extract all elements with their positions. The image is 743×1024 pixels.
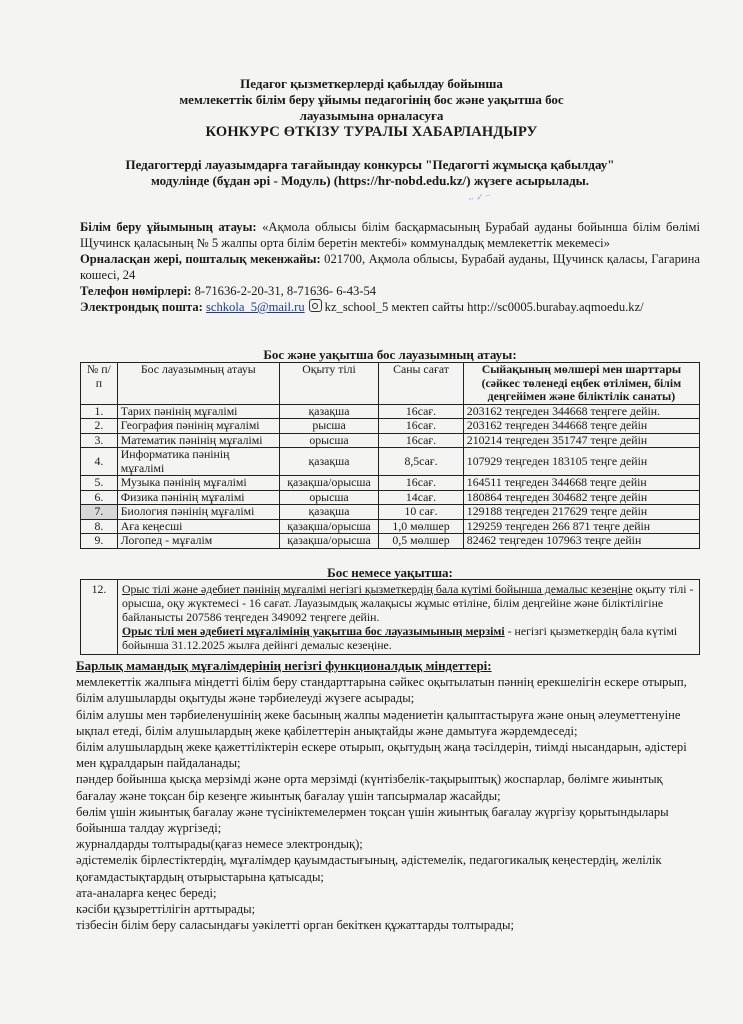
table-row (81, 404, 700, 419)
school-site: мектеп сайты http://sc0005.burabay.aqmoedu.kz/ (391, 300, 644, 314)
address-value: 021700, Ақмола облысы, Бурабай ауданы, Щучинск қаласы, Гагарина кошесі, 24 (80, 252, 700, 282)
vacancies-table (80, 362, 700, 549)
vacancies-table-title: Бос және уақытша бос лауазымның атауы: (263, 347, 517, 362)
row-number: 2. (81, 419, 118, 434)
phone-line (80, 283, 700, 299)
instagram-icon (309, 299, 322, 312)
row-salary: 82462 теңгеден 107963 теңге дейін (463, 534, 699, 549)
row-salary: 164511 теңгеден 344668 теңге дейін (463, 476, 699, 491)
header-line-1: Педагог қызметкерлерді қабылдау бойынша (240, 76, 503, 91)
row-number: 6. (81, 490, 118, 505)
table-row (81, 490, 700, 505)
temporary-details: оқыту тілі - орысша, оқу жүктемесі - 16 сағат. Лауазымдық жалақысы жұмыс өтіліне, білім деңгейіне және біліктілігіне байланысты 207586 теңгеден 349092 теңгеге дейін. (122, 582, 694, 624)
header-num: № п/п (81, 363, 118, 405)
row-count: 0,5 мөлшер (379, 534, 464, 549)
row-count: 16сағ. (379, 433, 464, 448)
header-position: Бос лауазымның атауы (117, 363, 279, 405)
duty-item: кәсіби құзыреттілігін арттырады; (76, 902, 256, 917)
row-position: Тарих пәнінің мұғалімі (117, 404, 279, 419)
row-position: Музыка пәнінің мұғалімі (117, 476, 279, 491)
row-salary: 180864 теңгеден 304682 теңге дейін (463, 490, 699, 505)
phone-label: Телефон нөмірлері: (80, 284, 192, 298)
row-position: Логопед - мұғалім (117, 534, 279, 549)
row-language: қазақша/орысша (279, 519, 378, 534)
header-line-2: мемлекеттік білім беру ұйымы педагогінің бос және уақытша бос (179, 92, 564, 107)
row-number: 5. (81, 476, 118, 491)
table-header-row (81, 363, 700, 405)
row-position: Биология пәнінің мұғалімі (117, 505, 279, 520)
duty-item: ата-аналарға кеңес береді; (76, 885, 217, 900)
row-count: 16сағ. (379, 404, 464, 419)
table-row (81, 580, 700, 655)
table-row (81, 505, 700, 520)
duties-title: Барлық мамандық мұғалімдерінің негізгі функционалдық міндеттері: (76, 658, 492, 673)
row-language: орысша (279, 490, 378, 505)
row-count: 14сағ. (379, 490, 464, 505)
row-salary: 203162 теңгеден 344668 теңге дейін (463, 419, 699, 434)
row-position: Физика пәнінің мұғалімі (117, 490, 279, 505)
document-title: КОНКУРС ӨТКІЗУ ТУРАЛЫ ХАБАРЛАНДЫРУ (205, 124, 538, 140)
header-line-3: лауазымына орналасуға (299, 108, 444, 123)
row-language: қазақша (279, 404, 378, 419)
temporary-table-title: Бос немесе уақытша: (327, 565, 453, 580)
row-language: қазақша (279, 448, 378, 476)
row-salary: 129188 теңгеден 217629 теңге дейін (463, 505, 699, 520)
duty-item: білім алушы мен тәрбиеленушінің жеке басының жалпы мәдениетін қалыптастыруға және оның әлеуметтенуіне ықпал етеді, білім алушылардың жеке қабілеттерін анықтайды және дамытуға жәрдемдеседі; (76, 707, 681, 738)
row-position: Аға кеңесші (117, 519, 279, 534)
email-line (80, 299, 700, 315)
duty-item: мемлекеттік жалпыға міндетті білім беру стандарттарына сәйкес оқытылатын пәннің ерекшелігін ескере отырып, білім алушыларды оқытуды және тәрбиелеуді жүзеге асырады; (76, 675, 687, 706)
table-row (81, 476, 700, 491)
duty-item: бөлім үшін жиынтық бағалау және түсініктемелермен тоқсан үшін жиынтық бағалау жүргізу қорытындылары бойынша талдау жүргізеді; (76, 804, 669, 836)
row-salary: 203162 теңгеден 344668 теңгеге дейін. (463, 404, 699, 419)
table-row (81, 419, 700, 434)
header-salary: Сыйақының мөлшері мен шарттары (сәйкес төленеді еңбек өтілімен, білім деңгейімен және біліктілік санаты) (463, 363, 699, 405)
temporary-vacancy-table (80, 579, 700, 655)
row-language: қазақша/орысша (279, 476, 378, 491)
row-count: 16сағ. (379, 419, 464, 434)
temporary-vacancy-text (118, 580, 700, 655)
row-number: 9. (81, 534, 118, 549)
row-number: 4. (81, 448, 118, 476)
table-row (81, 448, 700, 476)
address-label: Орналасқан жері, пошталық мекенжайы: (80, 252, 321, 266)
org-label: Білім беру ұйымының атауы: (80, 220, 257, 234)
module-note: Педагогтерді лауазымдарға тағайындау конкурсы "Педагогті жұмысқа қабылдау" модулінде (бұдан әрі - Модуль) (https://hr-nobd.edu.kz/) жүзеге асырылады. (125, 157, 615, 188)
row-count: 1,0 мөлшер (379, 519, 464, 534)
duties-section (76, 658, 704, 933)
temporary-position: Орыс тілі және әдебиет пәнінің мұғалімі негізгі қызметкердің бала күтімі бойынша демалыс кезеңіне (122, 582, 633, 596)
org-name-line (80, 219, 700, 251)
duty-item: пәндер бойынша қысқа мерзімді және орта мерзімді (күнтізбелік-тақырыптық) жоспарлар, бөлімге жиынтық бағалау және тоқсан бір кезеңге жиынтық бағалау үшін тапсырмалар жасайды; (76, 772, 663, 803)
document-header (0, 76, 743, 140)
row-position: Математик пәнінің мұғалімі (117, 433, 279, 448)
row-salary: 210214 теңгеден 351747 теңге дейін (463, 433, 699, 448)
duties-list (76, 674, 704, 933)
duty-item: әдістемелік бірлестіктердің, мұғалімдер қауымдастығының, әдістемелік, педагогикалық кеңестердің, желілік қоғамдастықтардың отырыстарына қатысады; (76, 853, 662, 884)
row-position: География пәнінің мұғалімі (117, 419, 279, 434)
organization-info (80, 219, 700, 315)
row-count: 16сағ. (379, 476, 464, 491)
row-salary: 107929 теңгеден 183105 теңге дейін (463, 448, 699, 476)
temporary-term-label: Орыс тілі мен әдебиеті мұғалімінің уақытша бос лауазымының мерзімі (122, 624, 505, 638)
header-language: Оқыту тілі (279, 363, 378, 405)
address-line (80, 251, 700, 283)
row-salary: 129259 теңгеден 266 871 теңге дейін (463, 519, 699, 534)
email-link[interactable]: schkola_5@mail.ru (205, 300, 305, 314)
table-row (81, 433, 700, 448)
org-value: «Ақмола облысы білім басқармасының Бурабай ауданы бойынша білім бөлімі Щучинск қаласының № 5 жалпы орта білім беретін мектебі» коммуналдық мемлекеттік мекемесі» (80, 220, 701, 250)
row-number: 12. (81, 580, 118, 655)
row-number: 1. (81, 404, 118, 419)
row-position: Информатика пәнінің мұғалімі (117, 448, 279, 476)
duty-item: білім алушылардың жеке қажеттіліктерін ескере отырып, оқытудың жаңа тәсілдерін, тиімді нысандарын, әдістері мен құралдарын пайдаланады; (76, 740, 687, 771)
duty-item: тізбесін білім беру саласындағы уәкілетті орган бекіткен құжаттарды толтырады; (76, 918, 514, 933)
row-language: қазақша (279, 505, 378, 520)
instagram-handle: kz_school_5 (324, 300, 389, 314)
phone-value: 8-71636-2-20-31, 8-71636- 6-43-54 (194, 284, 377, 298)
row-count: 8,5сағ. (379, 448, 464, 476)
duty-item: журналдарды толтырады(қағаз немесе электрондық); (76, 837, 363, 852)
row-language: орысша (279, 433, 378, 448)
temporary-term-value: - негізгі қызметкердің бала күтімі бойынша 31.12.2025 жылға дейінгі демалыс кезеңіне. (122, 624, 678, 652)
table-row (81, 519, 700, 534)
header-count: Саны сағат (379, 363, 464, 405)
blue-ink-mark: ~ ✓ ~ (467, 190, 491, 205)
row-language: қазақша/орысша (279, 534, 378, 549)
row-language: рысша (279, 419, 378, 434)
row-count: 10 сағ. (379, 505, 464, 520)
row-number: 8. (81, 519, 118, 534)
row-number: 3. (81, 433, 118, 448)
email-label: Электрондық пошта: (80, 300, 203, 314)
table-row (81, 534, 700, 549)
row-number: 7. (81, 505, 118, 520)
